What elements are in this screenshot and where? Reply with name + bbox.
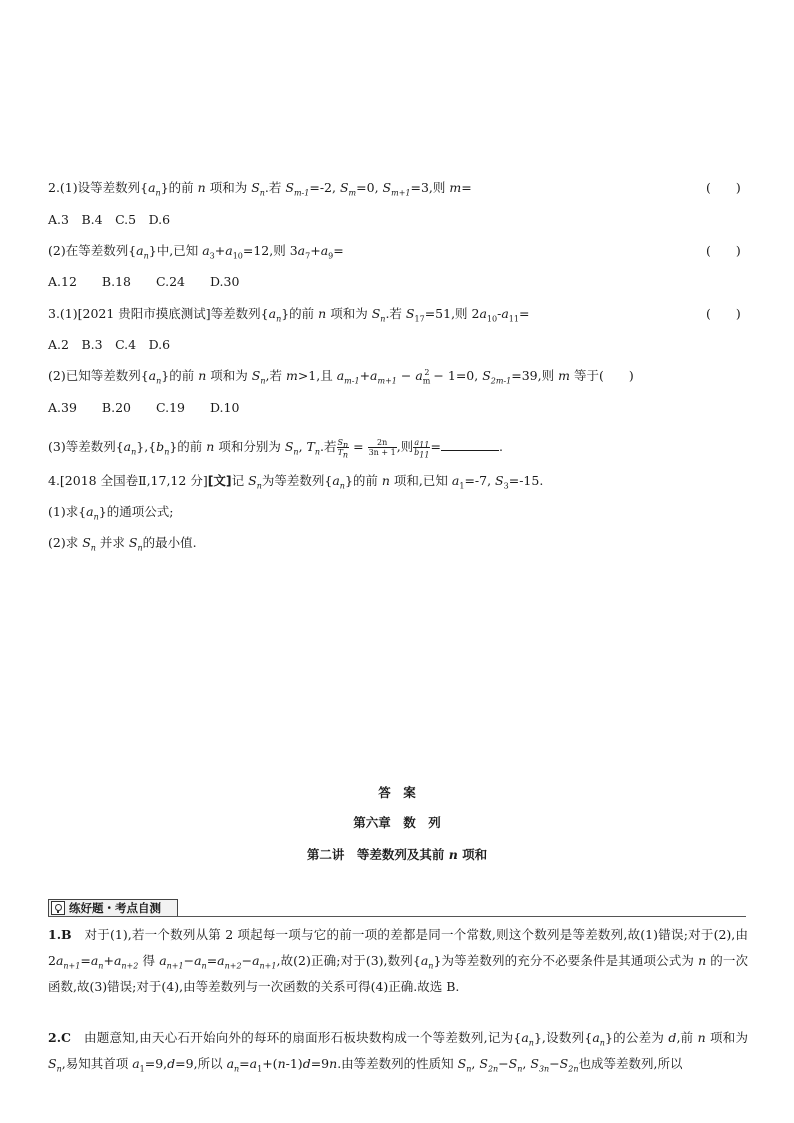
- answer-paren: ( ): [706, 306, 741, 321]
- answer-1: 1.B 对于(1),若一个数列从第 2 项起每一项与它的前一项的差都是同一个常数,则这个数列是等差数列,故(1)错误;对于(2),由 $2a_{n+1}=a_n+a_{n+2}$ 得 $a_{n+1}-a_n=a_{n+2}-a_{n+1}$,故(2)正确;对于(3),数列$\{a_n\}$为等差数列的充分不必要条件是其通项公式为 n 的一次函数,故(3)错误;对于(4),由等差数列与一次函数的关系可得(4)正确.故选 B.: [48, 927, 748, 994]
- divider: [48, 916, 746, 917]
- q2-part1: 2.(1)设等差数列$\{a_n\}$的前 n 项和为 $S_n$.若 $S_{m-1}=-2$, $S_m=0$, $S_{m+1}=3$,则 m=: [48, 180, 472, 198]
- lightbulb-icon: [51, 901, 65, 915]
- q4-part1: (1)求$\{a_n\}$的通项公式;: [48, 504, 174, 522]
- q3-part2-options: A.39 B.20 C.19 D.10: [48, 400, 240, 415]
- q4-stem: 4.[2018 全国卷Ⅱ,17,12 分][文]记 $S_n$为等差数列$\{a_n\}$的前 n 项和,已知 $a_1=-7$, $S_3=-15$.: [48, 473, 544, 491]
- answer-blank[interactable]: [441, 439, 499, 451]
- answer-paren: ( ): [706, 243, 741, 258]
- q2-part2-options: A.12 B.18 C.24 D.30: [48, 274, 240, 289]
- section-title: 第二讲 等差数列及其前 n 项和: [306, 847, 488, 862]
- q3-part1-options: A.2 B.3 C.4 D.6: [48, 337, 171, 352]
- chapter-title: 第六章 数 列: [353, 815, 441, 830]
- answer-paren: ( ): [706, 180, 741, 195]
- fraction-a11-b11: $\frac{a_{11}}{b_{11}}$: [414, 438, 430, 460]
- q4-part2: (2)求 $S_n$ 并求 $S_n$的最小值.: [48, 535, 197, 553]
- fraction-2n-3n1: $\frac{2n}{3n + 1}$: [368, 438, 396, 457]
- q3-part1: 3.(1)[2021 贵阳市摸底测试]等差数列$\{a_n\}$的前 n 项和为 $S_n$.若 $S_{17}=51$,则 $2a_{10}-a_{11}=$: [48, 306, 530, 324]
- fraction-sn-tn: $\frac{S_n}{T_n}$: [337, 438, 349, 460]
- q3-part2: (2)已知等差数列$\{a_n\}$的前 n 项和为 $S_n$,若 m>1,且 $a_{m-1}+a_{m+1} - a_m^2 - 1=0$, $S_{2m-1}=39$,则 m 等于( ): [48, 367, 634, 386]
- answer-2: 2.C 由题意知,由天心石开始向外的每环的扇面形石板块数构成一个等差数列,记为$\{a_n\}$,设数列$\{a_n\}$的公差为 d,前 n 项和为 $S_n$,易知其首项 $a_1=9,d=9$,所以 $a_n=a_1+(n-1)d=9n$.由等差数列的性质知 $S_n$, $S_{2n}-S_n$, $S_{3n}-S_{2n}$也成等差数列,所以: [48, 1030, 748, 1074]
- q2-part1-options: A.3 B.4 C.5 D.6: [48, 212, 171, 227]
- answer-title: 答 案: [378, 785, 416, 800]
- q3-part3: (3)等差数列$\{a_n\},\{b_n\}$的前 n 项和分别为 $S_n$, $T_n$.若 $\frac{S_n}{T_n}$ = $\frac{2n}{3n + 1}$ ,则 $\frac{a_{11}}{b_{11}}$ = .: [48, 438, 503, 460]
- section-tag: 练好题・考点自测: [48, 899, 178, 917]
- q2-part2: (2)在等差数列$\{a_n\}$中,已知 $a_3+a_{10}=12$,则 $3a_7+a_9=$: [48, 243, 344, 261]
